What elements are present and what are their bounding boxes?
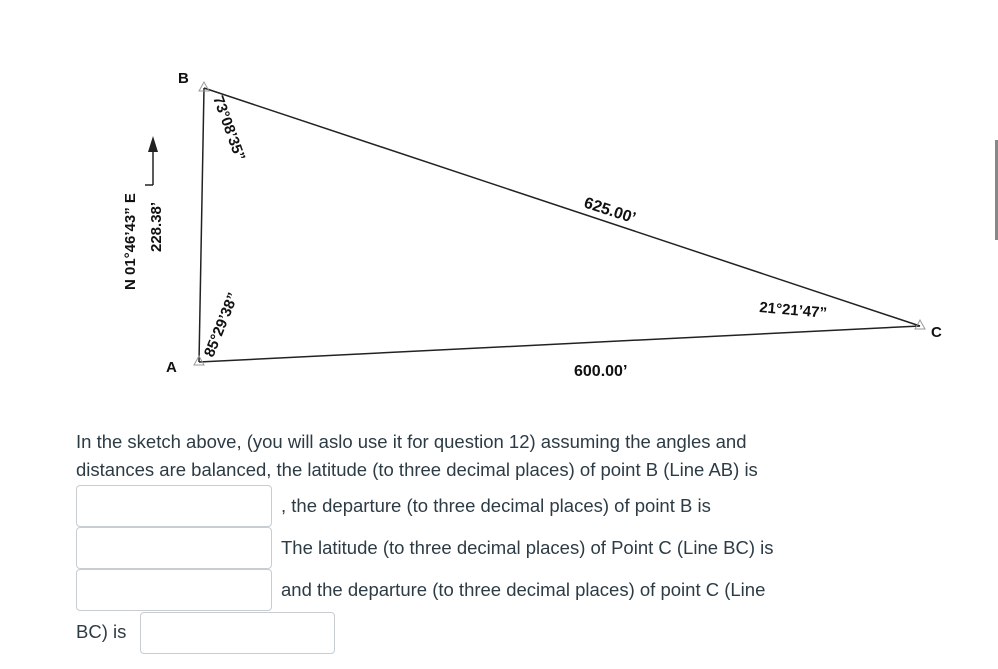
departure-c-input[interactable]	[140, 612, 335, 654]
point-a-label: A	[166, 359, 177, 376]
question-paragraph: In the sketch above, (you will aslo use it for question 12) assuming the angles and distances are balanced, the latitude (to three decimal places) of point B (Line AB) is	[76, 431, 758, 480]
angle-b-label: 73°08’35”	[209, 93, 249, 164]
line-bc	[204, 88, 920, 326]
departure-c-prompt: and the departure (to three decimal places) of point C (Line	[281, 579, 766, 600]
angle-c-label: 21°21’47”	[758, 299, 828, 322]
north-arrow-head	[148, 136, 158, 152]
line-ac	[199, 326, 920, 362]
angle-a-label: 85°29’38”	[200, 290, 243, 360]
point-b-label: B	[178, 70, 189, 87]
distance-ac-label: 600.00’	[574, 363, 628, 380]
departure-b-input[interactable]	[76, 527, 272, 569]
line-ab	[199, 88, 204, 362]
distance-ab-label: 228.38’	[148, 201, 165, 252]
point-c-label: C	[931, 324, 942, 341]
departure-b-prompt: , the departure (to three decimal places) of point B is	[281, 495, 711, 516]
distance-bc-label: 625.00’	[581, 194, 638, 228]
departure-c-prompt-end: BC) is	[76, 621, 127, 642]
latitude-c-prompt: The latitude (to three decimal places) of Point C (Line BC) is	[281, 537, 774, 558]
latitude-c-input[interactable]	[76, 569, 272, 611]
latitude-b-input[interactable]	[76, 485, 272, 527]
bearing-ab-label: N 01°46’43” E	[122, 193, 139, 290]
